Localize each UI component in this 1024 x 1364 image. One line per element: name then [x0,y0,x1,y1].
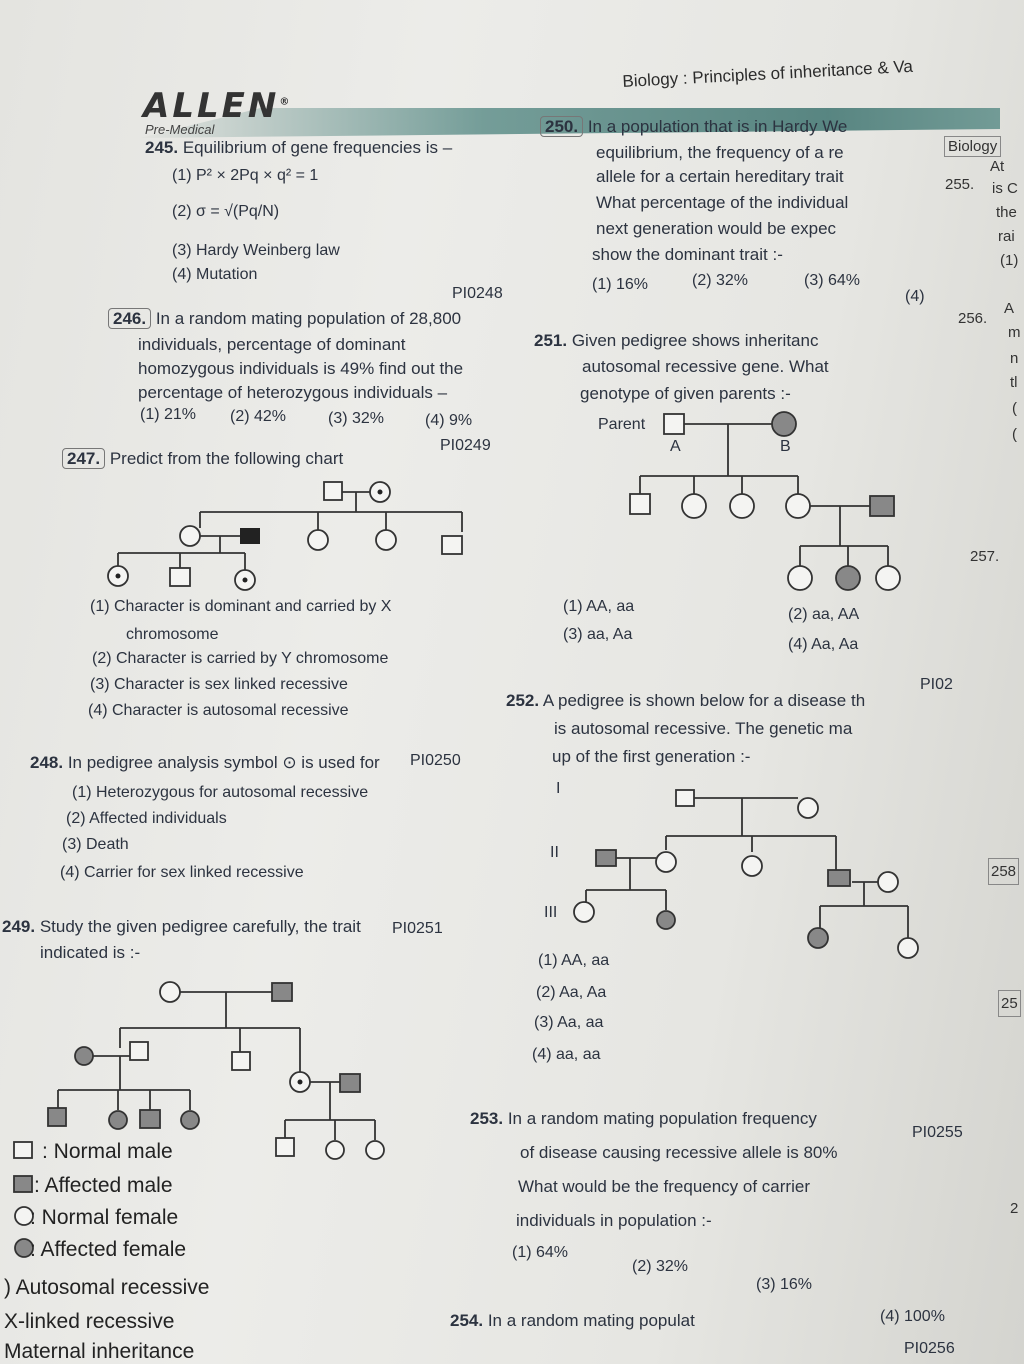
q245-option-1: (1) P² × 2Pq × q² = 1 [172,167,319,184]
q251-line-2: autosomal recessive gene. What [582,357,829,376]
q250-line-2: equilibrium, the frequency of a re [596,143,844,162]
q251-option-4: (4) Aa, Aa [788,636,859,653]
gen-label-2: II [550,844,559,861]
q250-line-5: next generation would be expec [596,219,837,238]
q247-option-1-cont: chromosome [126,626,219,643]
question-246: 246. In a random mating population of 28,800 [108,308,518,331]
side-badge: Biology [944,136,1001,157]
q252-option-3: (3) Aa, aa [534,1014,604,1031]
q248-option-4: (4) Carrier for sex linked recessive [60,864,304,881]
question-245: 245. Equilibrium of gene frequencies is – [145,138,453,157]
q246-line-2: individuals, percentage of dominant [138,335,406,354]
side-frag-3: the [996,204,1017,221]
q248-option-1: (1) Heterozygous for autosomal recessive [72,784,369,801]
q246-option-1: (1) 21% [140,406,197,423]
q251-pedigree-chart [620,406,910,602]
q247-option-3: (3) Character is sex linked recessive [90,676,348,693]
q252-pedigree-chart [566,786,926,966]
q252-option-4: (4) aa, aa [532,1046,601,1063]
side-frag-9: tl [1010,374,1018,391]
q245-option-4: (4) Mutation [172,266,258,283]
q250-option-3: (3) 64% [804,272,861,289]
side-num-258: 258 [988,858,1019,885]
q249-option-1: ) Autosomal recessive [4,1276,210,1299]
side-frag-2: is C [992,180,1018,197]
q252-line-3: up of the first generation :- [552,747,751,766]
q247-option-1: (1) Character is dominant and carried by X [90,598,392,615]
q251-line-3: genotype of given parents :- [580,384,791,403]
q251-option-1: (1) AA, aa [563,598,635,615]
side-num-255: 255. [945,176,975,193]
question-253: 253. In a random mating population frequency [470,1109,817,1128]
question-249: 249. Study the given pedigree carefully, the trait [2,917,361,936]
q247-pedigree-chart [90,478,490,598]
q249-code: PI0251 [392,920,443,937]
q253-option-1: (1) 64% [512,1244,569,1261]
legend-normal-female: : Normal female [30,1206,179,1229]
q253-line-3: What would be the frequency of carrier [518,1177,810,1196]
side-num-25: 25 [998,990,1021,1017]
side-frag-7: m [1008,324,1021,341]
q250-line-4: What percentage of the individual [596,193,849,212]
gen-label-1: I [556,780,561,797]
q246-option-4: (4) 9% [425,412,473,429]
side-frag-8: n [1010,350,1019,367]
q251-option-3: (3) aa, Aa [563,626,633,643]
q253-option-3: (3) 16% [756,1276,813,1293]
side-num-2: 2 [1010,1200,1019,1217]
q248-option-2: (2) Affected individuals [66,810,227,827]
question-252: 252. A pedigree is shown below for a disease th [506,691,866,710]
q253-option-2: (2) 32% [632,1258,689,1275]
q251-label-b: B [780,438,791,455]
q247-option-2: (2) Character is carried by Y chromosome [92,650,389,667]
q246-code: PI0249 [440,437,491,454]
q252-code: PI02 [920,676,953,693]
brand-logo: ALLEN® [143,86,293,126]
q248-code: PI0250 [410,752,461,769]
q246-option-3: (3) 32% [328,410,385,427]
q251-parent-label: Parent [598,416,646,433]
q254-code: PI0256 [904,1340,955,1357]
q250-line-3: allele for a certain hereditary trait [596,167,844,186]
legend-affected-female: : Affected female [30,1238,187,1261]
chapter-title: Biology : Principles of inheritance & Va [622,56,914,91]
q245-option-2: (2) σ = √(Pq/N) [172,203,280,220]
question-251: 251. Given pedigree shows inheritanc [534,331,819,350]
side-frag-4: rai [998,228,1015,245]
legend-affected-male: : Affected male [34,1174,173,1197]
gen-label-3: III [544,904,558,921]
q246-line-4: percentage of heterozygous individuals – [138,383,448,402]
q247-option-4: (4) Character is autosomal recessive [88,702,349,719]
q248-option-3: (3) Death [62,836,129,853]
legend-normal-male: : Normal male [42,1140,173,1163]
side-frag-6: A [1004,300,1015,317]
q246-line-3: homozygous individuals is 49% find out the [138,359,464,378]
q252-option-1: (1) AA, aa [538,952,610,969]
pre-medical-label: Pre-Medical [145,122,215,137]
side-frag-11: ( [1012,426,1017,443]
side-num-257: 257. [970,548,1000,565]
question-250: 250. In a population that is in Hardy We [540,116,847,139]
q247-male-symbol [324,482,342,500]
q245-code: PI0248 [452,285,503,302]
q249-option-3: Maternal inheritance [4,1340,195,1363]
q246-option-2: (2) 42% [230,408,287,425]
side-num-256: 256. [958,310,988,327]
q253-line-4: individuals in population :- [516,1211,712,1230]
q253-option-4: (4) 100% [880,1308,945,1325]
q251-option-2: (2) aa, AA [788,606,860,623]
q250-option-1: (1) 16% [592,276,649,293]
side-frag-10: ( [1012,400,1017,417]
q251-label-a: A [670,438,681,455]
question-254: 254. In a random mating populat [450,1311,695,1330]
q245-option-3: (3) Hardy Weinberg law [172,242,340,259]
q252-line-2: is autosomal recessive. The genetic ma [554,719,853,738]
q253-line-2: of disease causing recessive allele is 80% [520,1143,838,1162]
q253-code: PI0255 [912,1124,963,1141]
q249-option-2: X-linked recessive [4,1310,175,1333]
q250-option-2: (2) 32% [692,272,749,289]
question-248: 248. In pedigree analysis symbol ⊙ is used for [30,753,380,772]
q252-option-2: (2) Aa, Aa [536,984,607,1001]
side-frag-5: (1) [1000,252,1019,269]
q250-option-4: (4) [905,288,925,305]
side-frag-1: At [990,158,1005,175]
q249-line-2: indicated is :- [40,943,141,962]
question-247: 247. Predict from the following chart [62,448,343,471]
q250-line-6: show the dominant trait :- [592,245,783,264]
